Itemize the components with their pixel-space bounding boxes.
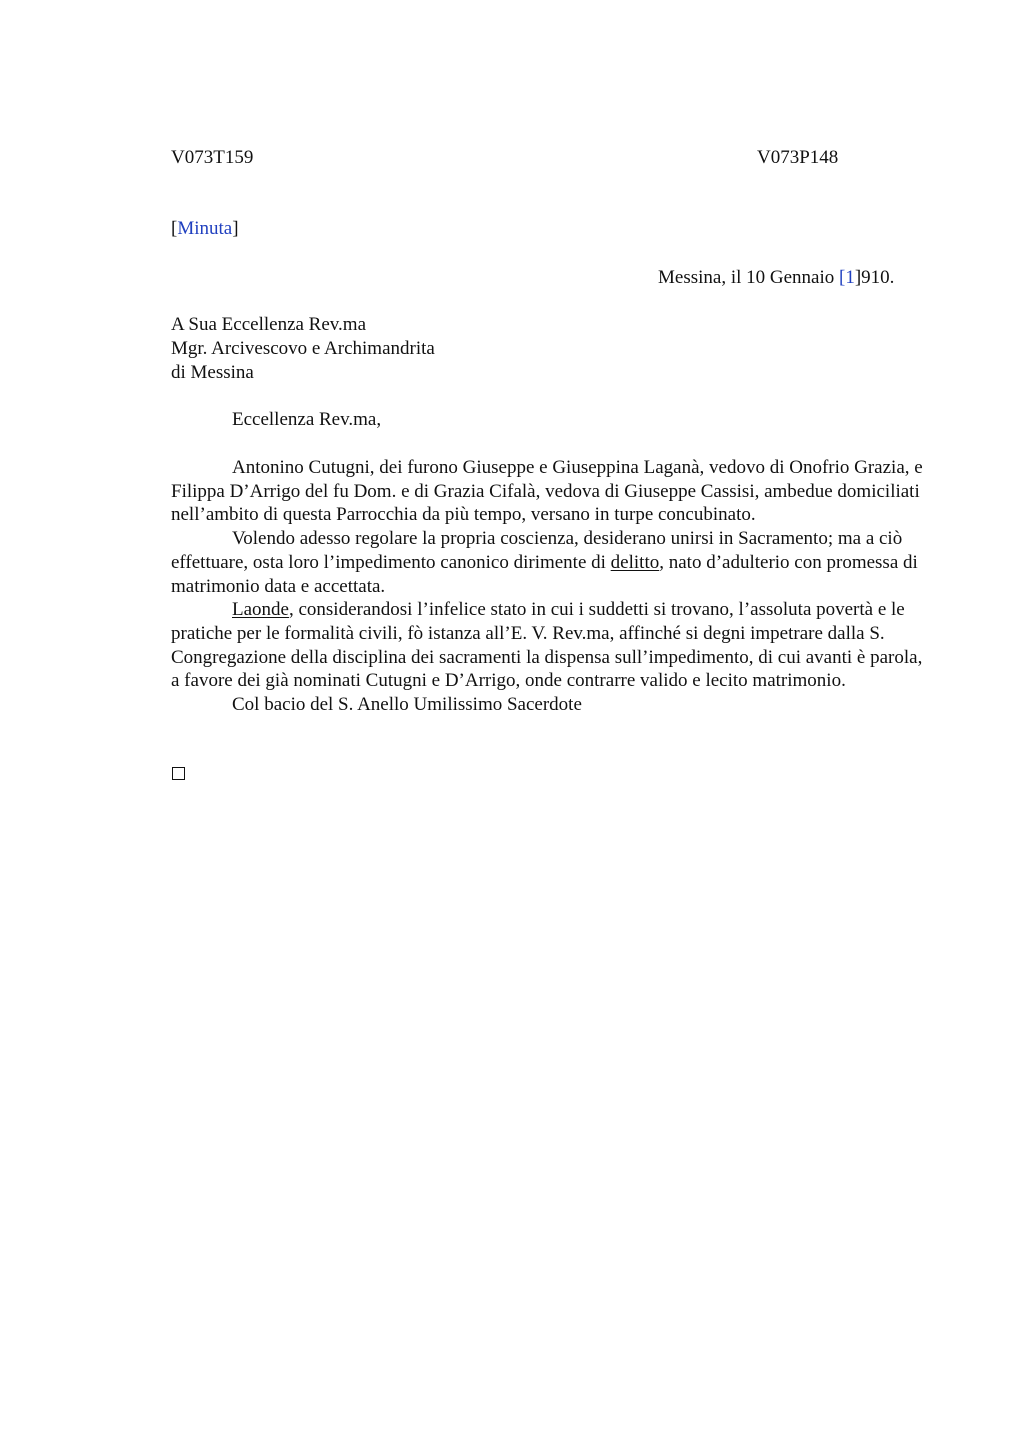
minuta-close-bracket: ] [232, 218, 239, 239]
paragraph-3-text: , considerandosi l’infelice stato in cui i suddetti si trovano, l’assoluta povertà e le pratiche per le formalità civili, fò istanza all’E. V. Rev.ma, affinché si degni impetrare dalla S. Congregazione della disciplina dei sacramenti la dispensa sull’impedimento, di cui avanti è parola, a favore dei già nominati Cutugni e D’Arrigo, onde contrarre valido e lecito matrimonio. [171, 599, 923, 692]
closing-text: Col bacio del S. Anello Umilissimo Sacerdote [232, 694, 582, 716]
paragraph-2 [171, 527, 931, 598]
underlined-delitto: delitto [610, 551, 660, 573]
address-line-2: Mgr. Arcivescovo e Archimandrita [171, 338, 435, 359]
closing-line [171, 693, 931, 717]
paragraph-2-text-b: , nato d’adulterio con promessa di matrimonio data e accettata. [171, 551, 918, 597]
letter-body [171, 456, 931, 717]
underlined-laonde: Laonde [232, 599, 289, 621]
paragraph-3 [171, 598, 931, 693]
date-suffix: 910. [861, 267, 895, 288]
paragraph-2-text-a: Volendo adesso regolare la propria coscienza, desiderano unirsi in Sacramento; ma a ciò effettuare, osta loro l’impedimento canonico dirimente di [171, 528, 903, 573]
date-open-bracket: [ [839, 267, 846, 288]
minuta-label [171, 217, 239, 241]
paragraph-1 [171, 456, 931, 527]
address-line-1: A Sua Eccellenza Rev.ma [171, 314, 367, 335]
document-code-right: V073P148 [757, 147, 839, 168]
salutation: Eccellenza Rev.ma, [232, 409, 382, 430]
minuta-open-bracket: [ [171, 218, 178, 239]
address-line-3: di Messina [171, 362, 254, 383]
checkbox-square-icon[interactable] [172, 767, 185, 780]
minuta-link[interactable]: Minuta [177, 218, 233, 239]
paragraph-1-text: Antonino Cutugni, dei furono Giuseppe e Giuseppina Laganà, vedovo di Onofrio Grazia, e Filippa D’Arrigo del fu Dom. e di Grazia Cifalà, vedova di Giuseppe Cassisi, ambedue domiciliati nell’ambito di questa Parrocchia da più tempo, versano in turpe concubinato. [171, 457, 923, 526]
document-code-left: V073T159 [171, 147, 254, 168]
date-close-bracket: ] [854, 267, 862, 288]
date-year-digit[interactable]: 1 [845, 267, 855, 288]
date-prefix: Messina, il 10 Gennaio [658, 267, 840, 288]
date-line [658, 266, 894, 290]
